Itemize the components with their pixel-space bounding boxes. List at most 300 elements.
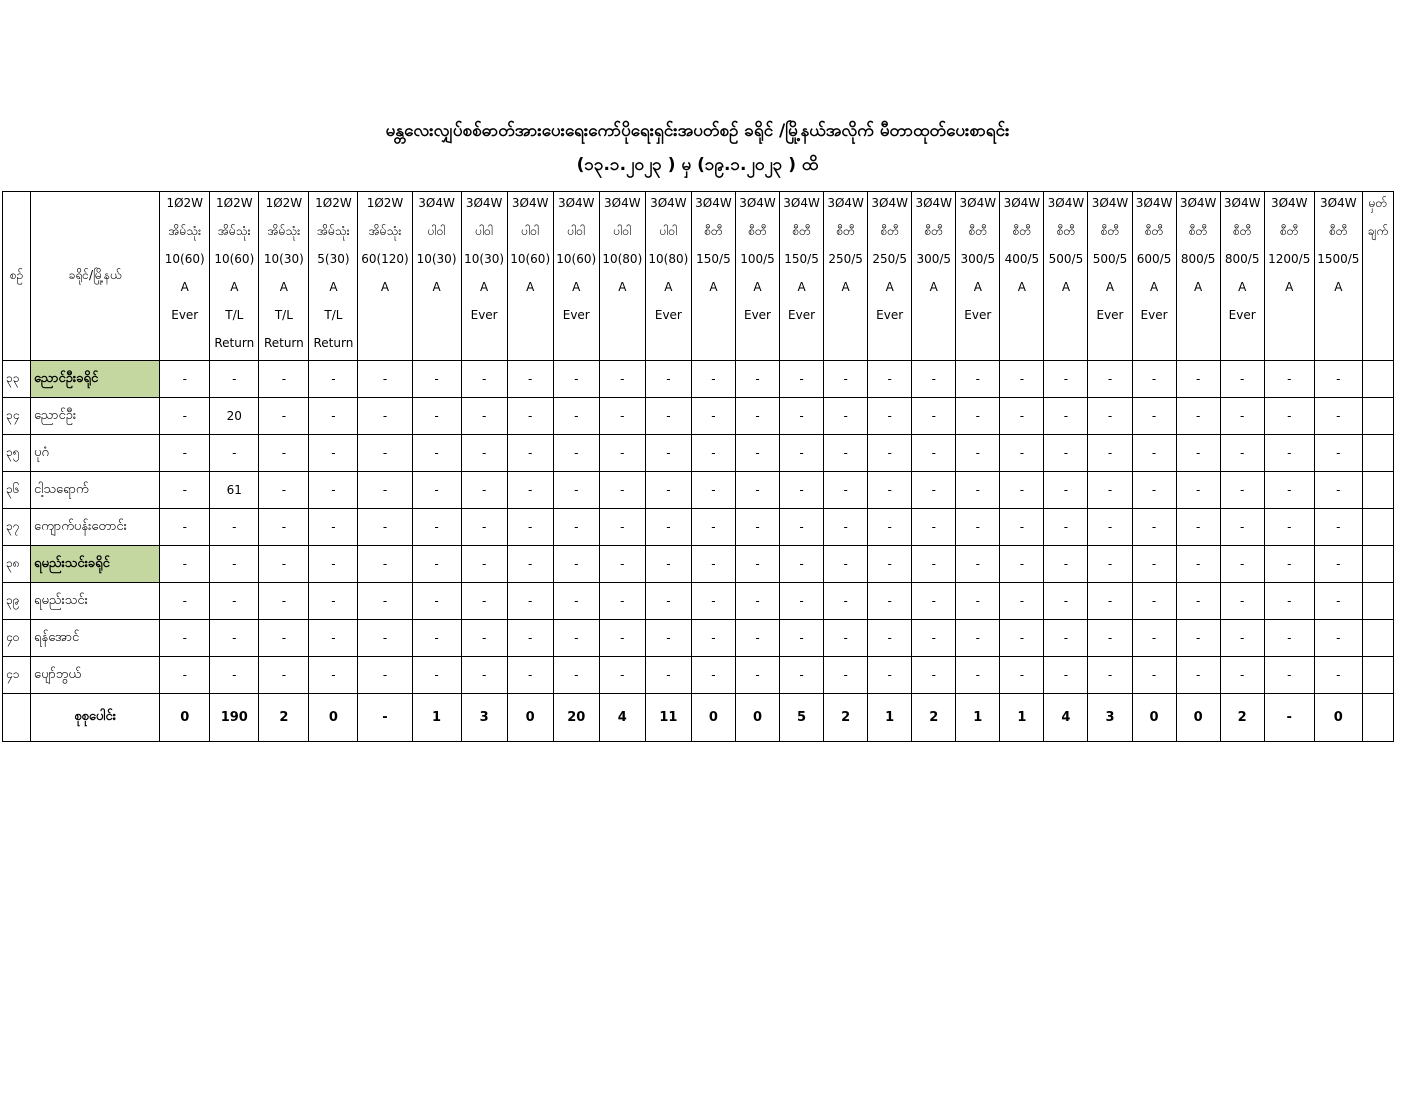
header-meter-type: [1000, 192, 1044, 361]
value-cell: -: [645, 435, 691, 472]
header-line: [912, 332, 955, 360]
value-cell: -: [824, 509, 868, 546]
value-cell: -: [309, 435, 358, 472]
value-cell: -: [461, 398, 507, 435]
value-cell: -: [599, 361, 645, 398]
value-cell: -: [599, 546, 645, 583]
header-line: 150/5: [696, 252, 731, 266]
value-cell: -: [824, 435, 868, 472]
value-cell: -: [412, 546, 461, 583]
header-meter-type: [735, 192, 779, 361]
value-cell: -: [507, 398, 553, 435]
header-line: A: [618, 280, 627, 294]
header-line: စီတီ: [748, 224, 767, 238]
header-line: Ever: [1228, 308, 1256, 322]
header-line: A: [1334, 280, 1343, 294]
header-line: 3Ø4W: [604, 196, 641, 210]
header-line: T/L: [324, 308, 343, 322]
value-cell: -: [1314, 435, 1362, 472]
value-cell: -: [461, 509, 507, 546]
value-cell: -: [507, 583, 553, 620]
value-cell: -: [645, 509, 691, 546]
header-line: 1Ø2W: [366, 196, 404, 210]
value-cell: -: [1314, 509, 1362, 546]
value-cell: -: [553, 620, 599, 657]
header-line: [736, 332, 779, 360]
value-cell: -: [780, 583, 824, 620]
value-cell: -: [1132, 657, 1176, 694]
value-cell: -: [1264, 398, 1314, 435]
header-meter-type: [1132, 192, 1176, 361]
header-line: A: [180, 280, 189, 294]
header-line: A: [572, 280, 581, 294]
header-meter-type: [461, 192, 507, 361]
header-line: စီတီ: [1144, 224, 1164, 238]
value-cell: -: [956, 657, 1000, 694]
header-line: 3Ø4W: [915, 196, 953, 210]
value-cell: -: [1000, 472, 1044, 509]
header-line: [780, 332, 823, 360]
value-cell: -: [160, 398, 210, 435]
value-cell: -: [461, 583, 507, 620]
total-value-cell: 5: [780, 694, 824, 742]
header-line: 100/5: [740, 252, 775, 266]
header-line: [824, 332, 867, 360]
serial-cell: ၃၅: [3, 435, 31, 472]
value-cell: -: [1264, 509, 1314, 546]
header-line: [1044, 332, 1087, 360]
value-cell: -: [259, 657, 309, 694]
table-row: [3, 546, 1394, 583]
value-cell: -: [645, 472, 691, 509]
header-line: စီတီ: [704, 224, 723, 238]
value-cell: -: [868, 583, 912, 620]
header-line: 800/5: [1224, 252, 1260, 266]
header-line: T/L: [274, 308, 293, 322]
header-line: [824, 304, 867, 332]
value-cell: -: [461, 546, 507, 583]
header-line: 250/5: [828, 252, 863, 266]
header-line: အိမ်သုံး: [168, 224, 201, 238]
header-line: [413, 332, 461, 360]
serial-cell: ၃၃: [3, 361, 31, 398]
header-line: စီတီ: [1012, 224, 1032, 238]
header-line: A: [329, 280, 338, 294]
total-value-cell: 3: [461, 694, 507, 742]
header-meter-type: [1220, 192, 1264, 361]
header-line: Ever: [1140, 308, 1168, 322]
value-cell: -: [259, 546, 309, 583]
value-cell: -: [553, 435, 599, 472]
total-value-cell: 0: [1314, 694, 1362, 742]
header-meter-type: [412, 192, 461, 361]
value-cell: -: [210, 435, 259, 472]
value-cell: -: [1044, 435, 1088, 472]
header-line: 300/5: [916, 252, 952, 266]
value-cell: -: [210, 509, 259, 546]
value-cell: -: [507, 546, 553, 583]
header-line: 1Ø2W: [265, 196, 303, 210]
value-cell: -: [1000, 398, 1044, 435]
header-line: အိမ်သုံး: [267, 224, 301, 238]
value-cell: -: [412, 583, 461, 620]
header-line: [1265, 332, 1314, 360]
header-line: [600, 304, 645, 332]
header-line: 10(80): [602, 252, 643, 266]
value-cell: -: [956, 472, 1000, 509]
header-meter-type: [912, 192, 956, 361]
value-cell: -: [1220, 472, 1264, 509]
value-cell: -: [1088, 620, 1132, 657]
header-line: [1315, 332, 1362, 360]
header-line: A: [1061, 280, 1071, 294]
value-cell: -: [868, 361, 912, 398]
value-cell: -: [691, 546, 735, 583]
value-cell: -: [868, 620, 912, 657]
total-value-cell: 2: [824, 694, 868, 742]
value-cell: -: [1132, 398, 1176, 435]
header-line: [912, 304, 955, 332]
header-line: [1000, 332, 1043, 360]
value-cell: -: [1176, 583, 1220, 620]
header-line: စီတီ: [1100, 224, 1120, 238]
header-line: 3Ø4W: [1223, 196, 1261, 210]
value-cell: -: [956, 361, 1000, 398]
header-line: 10(80): [648, 252, 689, 266]
value-cell: -: [868, 398, 912, 435]
remark-cell: [1362, 546, 1393, 583]
header-line: [646, 332, 691, 360]
total-value-cell: 1: [412, 694, 461, 742]
header-line: 400/5: [1004, 252, 1040, 266]
header-line: [692, 332, 735, 360]
header-line: စီတီ: [924, 224, 943, 238]
township-name-cell: ညောင်ဦး: [31, 398, 160, 435]
value-cell: -: [1000, 435, 1044, 472]
value-cell: -: [412, 657, 461, 694]
total-value-cell: 0: [507, 694, 553, 742]
header-line: စီတီ: [1329, 224, 1348, 238]
header-meter-type: [780, 192, 824, 361]
value-cell: -: [645, 398, 691, 435]
value-cell: -: [461, 435, 507, 472]
remark-cell: [1362, 361, 1393, 398]
value-cell: -: [735, 435, 779, 472]
table-row: [3, 398, 1394, 435]
value-cell: -: [1264, 472, 1314, 509]
value-cell: -: [735, 509, 779, 546]
header-line: ပါဝါ: [613, 224, 632, 238]
value-cell: -: [1220, 583, 1264, 620]
header-line: [358, 304, 411, 332]
header-line: A: [279, 280, 288, 294]
value-cell: -: [780, 472, 824, 509]
value-cell: -: [309, 657, 358, 694]
value-cell: -: [1176, 398, 1220, 435]
township-name-cell: ရမည်းသင်း: [31, 583, 160, 620]
value-cell: -: [1176, 472, 1220, 509]
table-row: [3, 583, 1394, 620]
header-line: စီတီ: [836, 224, 855, 238]
total-value-cell: -: [1264, 694, 1314, 742]
header-line: 3Ø4W: [511, 196, 549, 210]
header-line: စီတီ: [880, 224, 899, 238]
district-name-cell: ညောင်ဦးခရိုင်: [31, 361, 160, 398]
header-line: 10(60): [510, 252, 551, 266]
total-value-cell: 2: [1220, 694, 1264, 742]
header-line: 3Ø4W: [783, 196, 820, 210]
value-cell: -: [1132, 620, 1176, 657]
value-cell: -: [309, 398, 358, 435]
header-line: [692, 304, 735, 332]
value-cell: -: [259, 620, 309, 657]
value-cell: -: [1314, 583, 1362, 620]
value-cell: -: [691, 657, 735, 694]
header-line: [1133, 332, 1176, 360]
value-cell: -: [358, 509, 412, 546]
header-line: A: [1017, 280, 1026, 294]
value-cell: -: [259, 583, 309, 620]
header-line: 1Ø2W: [166, 196, 204, 210]
serial-cell: ၄၁: [3, 657, 31, 694]
value-cell: -: [1264, 435, 1314, 472]
header-line: 10(30): [263, 252, 304, 266]
total-value-cell: 0: [1176, 694, 1220, 742]
value-cell: -: [1000, 657, 1044, 694]
header-line: 10(30): [416, 252, 457, 266]
header-line: [1177, 332, 1220, 360]
value-cell: -: [1132, 583, 1176, 620]
value-cell: -: [691, 472, 735, 509]
header-meter-type: [160, 192, 210, 361]
value-cell: -: [912, 398, 956, 435]
total-serial-cell: [3, 694, 31, 742]
value-cell: -: [553, 398, 599, 435]
value-cell: -: [1088, 509, 1132, 546]
value-cell: -: [1000, 546, 1044, 583]
value-cell: -: [1264, 620, 1314, 657]
value-cell: -: [1132, 472, 1176, 509]
header-line: 5(30): [317, 252, 350, 266]
header-meter-type: [691, 192, 735, 361]
value-cell: -: [1176, 361, 1220, 398]
value-cell: -: [780, 657, 824, 694]
header-meter-type: [210, 192, 259, 361]
table-row: [3, 657, 1394, 694]
value-cell: -: [1000, 620, 1044, 657]
value-cell: -: [599, 657, 645, 694]
value-cell: -: [358, 361, 412, 398]
value-cell: -: [1088, 657, 1132, 694]
total-value-cell: 4: [1044, 694, 1088, 742]
value-cell: -: [160, 472, 210, 509]
header-meter-type: [868, 192, 912, 361]
header-line: 800/5: [1180, 252, 1216, 266]
header-meter-type: [645, 192, 691, 361]
header-line: 10(60): [214, 252, 255, 266]
total-value-cell: 0: [735, 694, 779, 742]
header-line: [1088, 332, 1131, 360]
value-cell: -: [358, 435, 412, 472]
value-cell: -: [735, 583, 779, 620]
total-value-cell: 190: [210, 694, 259, 742]
value-cell: -: [1044, 657, 1088, 694]
value-cell: -: [824, 398, 868, 435]
value-cell: -: [599, 620, 645, 657]
value-cell: -: [1220, 398, 1264, 435]
header-line: A: [380, 280, 390, 294]
header-line: A: [841, 280, 850, 294]
header-line: A: [1149, 280, 1159, 294]
value-cell: -: [412, 472, 461, 509]
value-cell: -: [507, 472, 553, 509]
value-cell: -: [160, 657, 210, 694]
value-cell: -: [956, 546, 1000, 583]
header-line: စီတီ: [792, 224, 811, 238]
value-cell: -: [780, 546, 824, 583]
value-cell: -: [1044, 620, 1088, 657]
header-line: [462, 332, 507, 360]
value-cell: -: [1044, 361, 1088, 398]
header-line: Ever: [654, 308, 682, 322]
value-cell: -: [553, 583, 599, 620]
value-cell: -: [259, 435, 309, 472]
value-cell: -: [507, 657, 553, 694]
total-value-cell: 1: [868, 694, 912, 742]
value-cell: -: [912, 583, 956, 620]
table-row: [3, 509, 1394, 546]
header-line: 3Ø4W: [1179, 196, 1217, 210]
header-line: စီတီ: [1280, 224, 1299, 238]
value-cell: -: [160, 435, 210, 472]
value-cell: -: [824, 583, 868, 620]
value-cell: -: [1264, 657, 1314, 694]
header-line: မှတ်: [1368, 196, 1388, 210]
value-cell: -: [1088, 435, 1132, 472]
value-cell: -: [412, 398, 461, 435]
header-line: Ever: [788, 308, 816, 322]
value-cell: -: [210, 620, 259, 657]
value-cell: -: [1176, 657, 1220, 694]
value-cell: -: [358, 472, 412, 509]
header-line: 300/5: [960, 252, 996, 266]
value-cell: -: [956, 435, 1000, 472]
value-cell: 61: [210, 472, 259, 509]
value-cell: -: [309, 620, 358, 657]
header-line: A: [664, 280, 673, 294]
header-line: စီတီ: [1232, 224, 1252, 238]
value-cell: -: [1220, 546, 1264, 583]
header-line: ချက်: [1367, 224, 1389, 238]
value-cell: -: [1220, 361, 1264, 398]
header-line: Ever: [1096, 308, 1124, 322]
header-meter-type: [507, 192, 553, 361]
header-line: Return: [263, 336, 304, 350]
value-cell: -: [735, 472, 779, 509]
value-cell: -: [1088, 472, 1132, 509]
total-value-cell: -: [358, 694, 412, 742]
value-cell: -: [553, 657, 599, 694]
value-cell: -: [735, 361, 779, 398]
remark-cell: [1362, 435, 1393, 472]
header-line: 3Ø4W: [1003, 196, 1041, 210]
value-cell: -: [1044, 472, 1088, 509]
value-cell: -: [358, 546, 412, 583]
value-cell: -: [1088, 583, 1132, 620]
value-cell: -: [210, 657, 259, 694]
township-name-cell: ကျောက်ပန်းတောင်း: [31, 509, 160, 546]
total-label: စုစုပေါင်း: [31, 694, 160, 742]
total-value-cell: 20: [553, 694, 599, 742]
value-cell: -: [412, 361, 461, 398]
header-line: 1500/5: [1317, 252, 1360, 266]
header-meter-type: [599, 192, 645, 361]
value-cell: -: [645, 657, 691, 694]
value-cell: -: [160, 620, 210, 657]
header-line: A: [480, 280, 489, 294]
header-line: အိမ်သုံး: [317, 224, 350, 238]
value-cell: -: [912, 657, 956, 694]
value-cell: -: [553, 361, 599, 398]
header-line: [508, 332, 553, 360]
remark-cell: [1362, 583, 1393, 620]
meter-issue-table: [2, 191, 1394, 742]
header-line: [1044, 304, 1087, 332]
header-line: A: [1194, 280, 1203, 294]
value-cell: -: [735, 546, 779, 583]
header-line: Ever: [562, 308, 590, 322]
header-line: စီတီ: [1056, 224, 1076, 238]
header-line: A: [973, 280, 982, 294]
header-meter-type: [956, 192, 1000, 361]
header-line: A: [432, 280, 441, 294]
value-cell: -: [1220, 509, 1264, 546]
header-meter-type: [824, 192, 868, 361]
value-cell: -: [868, 546, 912, 583]
value-cell: -: [1220, 620, 1264, 657]
value-cell: -: [868, 435, 912, 472]
value-cell: -: [912, 509, 956, 546]
value-cell: -: [412, 620, 461, 657]
header-line: 3Ø4W: [1135, 196, 1173, 210]
serial-cell: ၄၀: [3, 620, 31, 657]
header-line: [600, 332, 645, 360]
header-meter-type: [1264, 192, 1314, 361]
value-cell: -: [259, 361, 309, 398]
header-line: 600/5: [1136, 252, 1172, 266]
value-cell: -: [507, 435, 553, 472]
table-row: [3, 620, 1394, 657]
value-cell: -: [645, 620, 691, 657]
table-row: [3, 435, 1394, 472]
value-cell: -: [691, 361, 735, 398]
header-line: [1265, 304, 1314, 332]
value-cell: -: [358, 583, 412, 620]
header-remark: [1362, 192, 1393, 361]
value-cell: -: [824, 546, 868, 583]
total-value-cell: 3: [1088, 694, 1132, 742]
value-cell: -: [912, 620, 956, 657]
serial-cell: ၃၄: [3, 398, 31, 435]
header-line: [508, 304, 553, 332]
township-name-cell: ပျော်ဘွယ်: [31, 657, 160, 694]
value-cell: -: [1132, 435, 1176, 472]
value-cell: -: [645, 361, 691, 398]
value-cell: -: [553, 472, 599, 509]
header-line: 3Ø4W: [1320, 196, 1357, 210]
value-cell: -: [1044, 546, 1088, 583]
value-cell: -: [507, 361, 553, 398]
